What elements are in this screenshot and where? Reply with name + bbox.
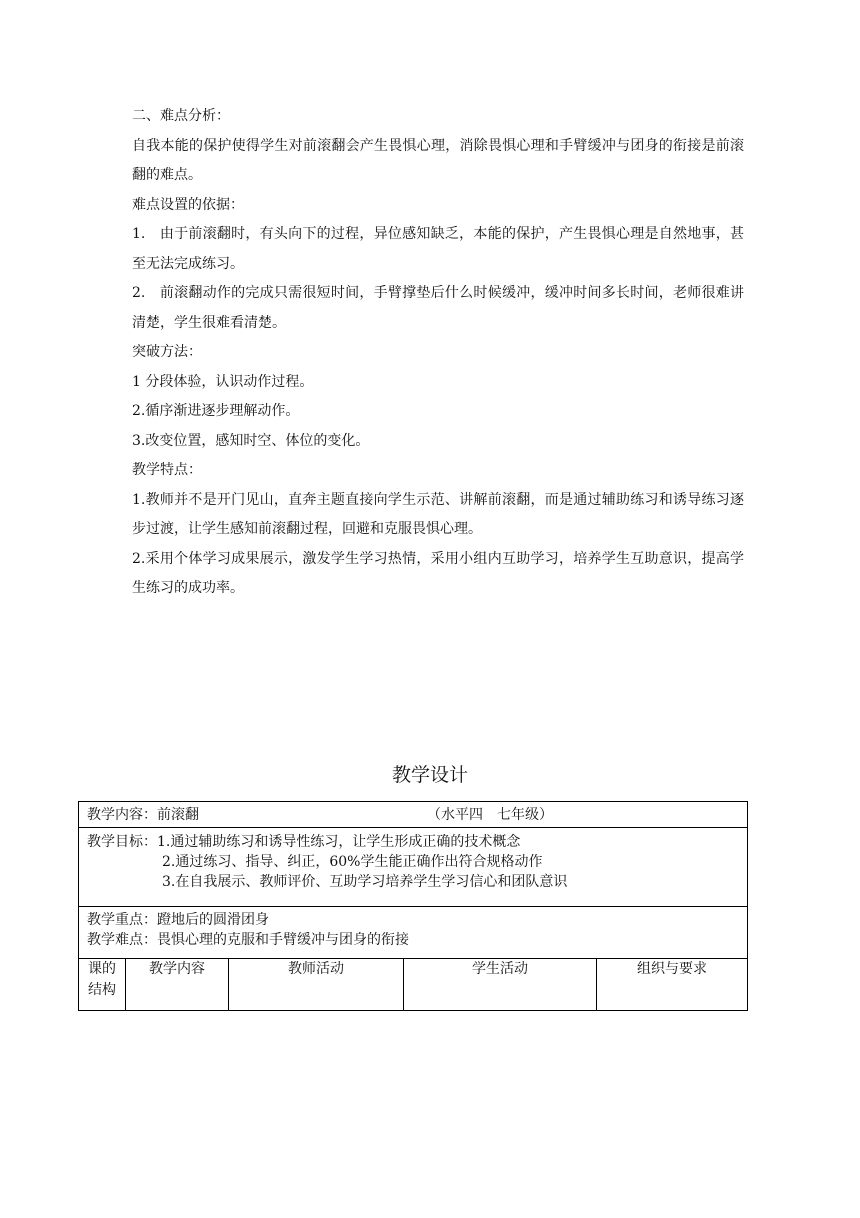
content-label: 教学内容：前滚翻 <box>87 807 199 823</box>
grade-level: （水平四 七年级） <box>427 807 553 823</box>
goal-2: 2.通过练习、指导、纠正，60%学生能正确作出符合规格动作 <box>162 854 543 870</box>
method-item-3: 3.改变位置，感知时空、体位的变化。 <box>132 432 370 449</box>
difficulty-point: 教学难点：畏惧心理的克服和手臂缓冲与团身的衔接 <box>87 932 409 948</box>
header-student: 学生活动 <box>404 959 597 1011</box>
header-structure-line-1: 课的 <box>88 961 116 977</box>
content-cell <box>79 802 748 828</box>
goal-1: 教学目标：1.通过辅助练习和诱导性练习，让学生形成正确的技术概念 <box>87 834 521 850</box>
difficulty-intro: 自我本能的保护使得学生对前滚翻会产生畏惧心理，消除畏惧心理和手臂缓冲与团身的衔接是前滚翻的难点。 <box>132 137 744 183</box>
method-item-2: 2.循序渐进逐步理解动作。 <box>132 403 300 419</box>
difficulty-analysis-section <box>132 102 744 604</box>
key-point: 教学重点：蹬地后的圆滑团身 <box>87 912 269 928</box>
header-organization: 组织与要求 <box>597 959 748 1011</box>
basis-heading: 难点设置的依据： <box>132 196 244 213</box>
basis-item-1: 1. 由于前滚翻时，有头向下的过程，异位感知缺乏，本能的保护，产生畏惧心理是自然地事，甚至无法完成练习。 <box>132 226 744 272</box>
method-item-1: 1 分段体验，认识动作过程。 <box>132 373 314 390</box>
goal-3: 3.在自我展示、教师评价、互助学习培养学生学习信心和团队意识 <box>162 874 568 890</box>
design-title: 教学设计 <box>391 764 468 786</box>
lesson-plan-table <box>78 801 748 1011</box>
section-heading: 二、难点分析： <box>132 108 230 124</box>
table-row <box>79 828 748 907</box>
feature-item-1: 1.教师并不是开门见山，直奔主题直接向学生示范、讲解前滚翻，而是通过辅助练习和诱导练习逐步过渡，让学生感知前滚翻过程，回避和克服畏惧心理。 <box>132 491 744 537</box>
feature-item-2: 2.采用个体学习成果展示，激发学生学习热情，采用小组内互助学习，培养学生互助意识，提高学生练习的成功率。 <box>132 550 744 596</box>
goals-cell <box>79 828 748 907</box>
header-teacher: 教师活动 <box>229 959 404 1011</box>
header-content: 教学内容 <box>126 959 229 1011</box>
key-points-cell <box>79 907 748 959</box>
basis-item-2: 2. 前滚翻动作的完成只需很短时间，手臂撑垫后什么时候缓冲，缓冲时间多长时间，老师很难讲清楚，学生很难看清楚。 <box>132 285 744 331</box>
header-structure-line-2: 结构 <box>88 982 116 998</box>
table-row <box>79 802 748 828</box>
table-header-row <box>79 959 748 1011</box>
features-heading: 教学特点： <box>132 462 202 478</box>
table-row <box>79 907 748 959</box>
header-structure <box>79 959 126 1011</box>
method-heading: 突破方法： <box>132 344 202 360</box>
